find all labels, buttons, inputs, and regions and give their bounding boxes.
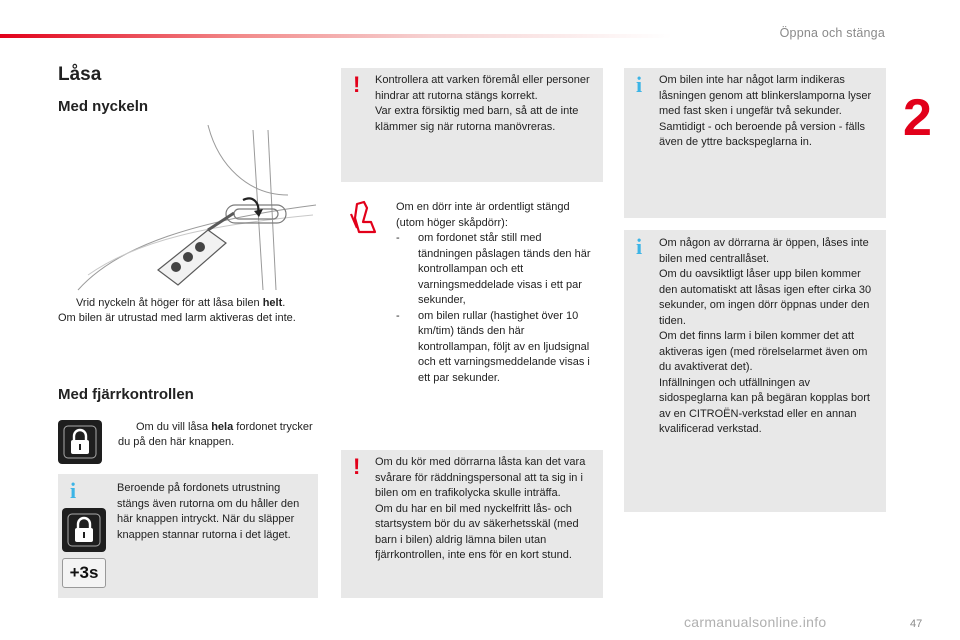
list-item: - om bilen rullar (hastighet över 10 km/tim) tänds den här kontrollampan, följt av en ljudsignal och ett varningsmeddelande visas i ett par sekunder. — [396, 309, 590, 384]
warning-icon: ! — [353, 454, 361, 479]
page-title: Låsa — [58, 64, 102, 85]
remote-info-text: Beroende på fordonets utrustning stängs även rutorna om du håller den här knappen intryckt. När du släpper knappen stannar rutorna i det läget. — [117, 482, 300, 541]
central-lock-info-text: Om någon av dörrarna är öppen, låses inte bilen med centrallåset. Om du oavsiktligt låser upp bilen kommer den automatiskt att låsas igen efter cirka 30 sekunder, om ingen dörr öppnas under den tiden. Om det finns larm i bilen kommer det att aktiveras igen (med rörelselarmet även om du avaktiverat det). Infällningen och utfällningen av sidospeglarna kan på begäran kopplas bort av en CITROËN-verkstad eller en annan kvalificerad verkstad. — [659, 237, 872, 435]
watermark: carmanualsonline.info — [684, 614, 827, 630]
remote-key — [158, 213, 234, 285]
key-in-door-illustration — [58, 125, 318, 295]
key-heading: Med nyckeln — [58, 98, 149, 115]
remote-lock-instruction: Om du vill låsa hela fordonet trycker du på den här knappen. — [118, 421, 313, 448]
info-icon: i — [70, 478, 77, 503]
lock-button-icon — [58, 420, 102, 464]
door-open-info: Om en dörr inte är ordentligt stängd (utom höger skåpdörr): - om fordonet står still med tändningen påslagen tänds den här kontrollampan och ett varningsmeddelade visas i ett par sekunder, - om bilen rullar (hastighet över 10 km/tim) tänds den här kontrollampan, följt av en ljudsignal och ett varningsmeddelande visas i ett par sekunder. — [396, 200, 596, 386]
info-icon: i — [636, 234, 643, 259]
no-alarm-info-text: Om bilen inte har något larm indikeras låsningen genom att blinkerslamporna lyser med fast sken i ungefär två sekunder. Samtidigt - och beroende på version - fälls även de yttre backspeglarna in. — [659, 74, 872, 148]
chapter-number: 2 — [903, 89, 932, 147]
warning-icon: ! — [353, 72, 361, 97]
remote-heading: Med fjärrkontrollen — [58, 386, 194, 403]
key-lock-instruction: Vrid nyckeln åt höger för att låsa bilen helt. Om bilen är utrustad med larm aktiveras det inte. — [58, 297, 296, 324]
locked-driving-warning-text: Om du kör med dörrarna låsta kan det vara svårare för räddningspersonal att ta sig in i bilen om en trafikolycka skulle inträffa. Om du har en bil med nyckelfritt lås- och startsystem bör du av säkerhetsskäl (med barn i bilen) aldrig lämna bilen utan fjärrkontrollen, inte ens för en kort stund. — [375, 456, 586, 561]
window-warning-text: Kontrollera att varken föremål eller personer hindrar att rutorna stängs korrekt. Var extra försiktig med barn, så att de inte klämmer sig när rutorna manövreras. — [375, 74, 590, 133]
info-icon: i — [636, 72, 643, 97]
lock-button-icon — [62, 508, 106, 552]
list-item: - om fordonet står still med tändningen påslagen tänds den här kontrollampan och ett varningsmeddelade visas i ett par sekunder, — [396, 232, 591, 306]
seat-warning-icon — [349, 200, 379, 234]
hold-three-seconds-icon: +3s — [62, 558, 106, 588]
page-number: 47 — [910, 618, 923, 630]
section-title: Öppna och stänga — [779, 26, 885, 40]
